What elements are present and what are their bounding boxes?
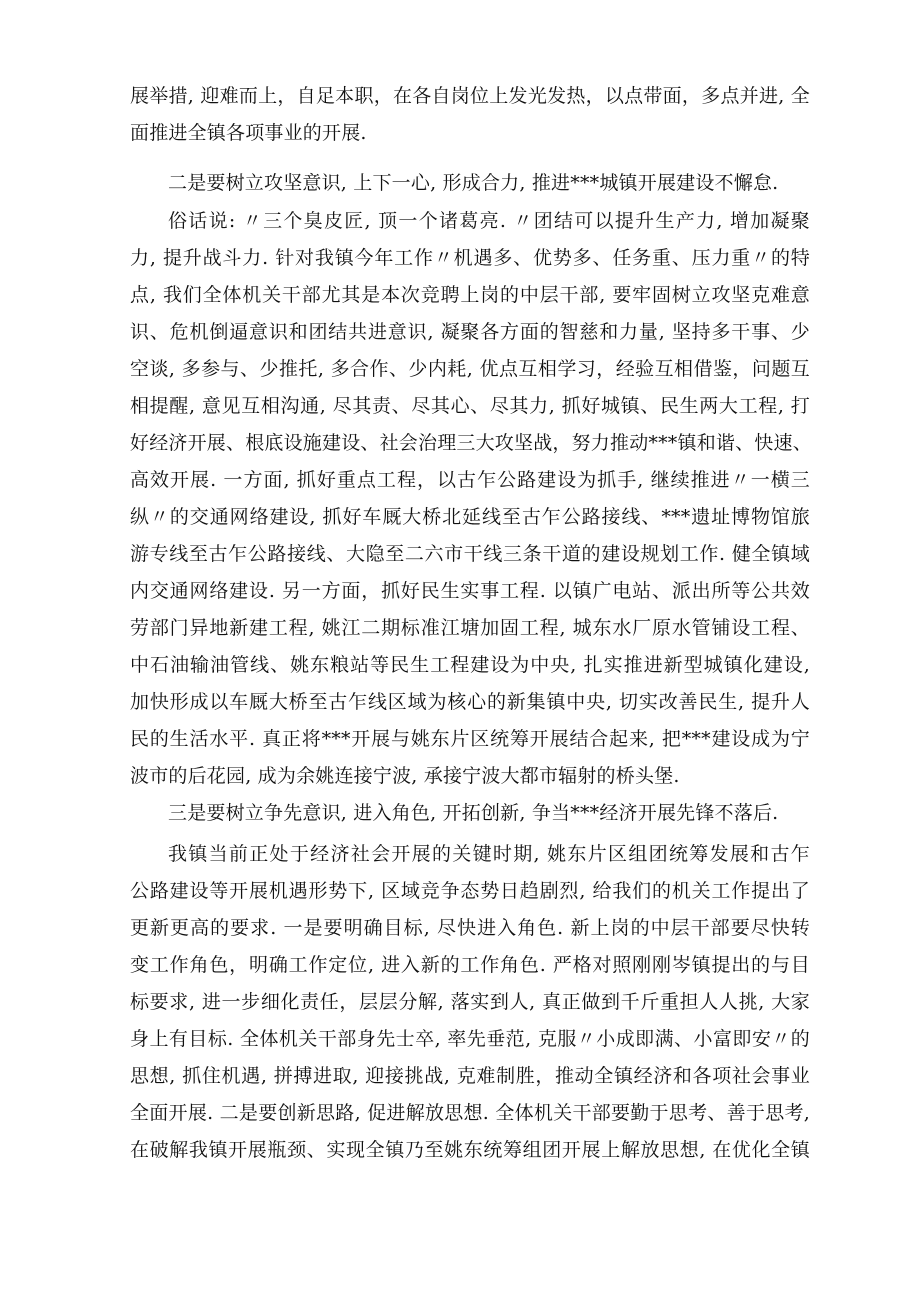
paragraph-goals: [130, 836, 810, 1169]
text-line: 空谈, 多参与、少推托, 多合作、少内耗, 优点互相学习，经验互相借鉴，问题互: [130, 358, 810, 380]
text-line: 更新更高的要求. 一是要明确目标, 尽快进入角色. 新上岗的中层干部要尽快转: [130, 917, 810, 939]
text-line: 内交通网络建设. 另一方面，抓好民生实事工程. 以镇广电站、派出所等公共效: [130, 580, 810, 602]
section-heading-attack: [130, 165, 810, 202]
paragraph-unity: [130, 203, 810, 795]
text-line: 面推进全镇各项事业的开展.: [130, 122, 367, 144]
text-line: 民的生活水平. 真正将***开展与姚东片区统筹开展结合起来, 把***建设成为宁: [130, 728, 810, 750]
text-line: 公路建设等开展机遇形势下, 区域竞争态势日趋剧烈, 给我们的机关工作提出了: [130, 880, 810, 902]
text-line: 思想, 抓住机遇, 拼搏进取, 迎接挑战, 克难制胜，推动全镇经济和各项社会事业: [130, 1065, 810, 1087]
text-line: 好经济开展、根底设施建设、社会治理三大攻坚战，努力推动***镇和谐、快速、: [130, 432, 812, 454]
text-line: 相提醒, 意见互相沟通, 尽其责、尽其心、尽其力, 抓好城镇、民生两大工程, 打: [130, 395, 810, 417]
text-line: 加快形成以车厩大桥至古乍线区域为核心的新集镇中央, 切实改善民生, 提升人: [130, 691, 810, 713]
text-line: 点, 我们全体机关干部尤其是本次竞聘上岗的中层干部, 要牢固树立攻坚克难意: [130, 284, 810, 306]
text-line: 高效开展. 一方面, 抓好重点工程，以古乍公路建设为抓手, 继续推进〃一横三: [130, 469, 810, 491]
text-line: 全面开展. 二是要创新思路, 促进解放思想. 全体机关干部要勤于思考、善于思考,: [130, 1102, 810, 1124]
text-line: 标要求, 进一步细化责任，层层分解, 落实到人, 真正做到千斤重担人人挑, 大家: [130, 991, 810, 1013]
text-line: 在破解我镇开展瓶颈、实现全镇乃至姚东统筹组团开展上解放思想, 在优化全镇: [130, 1139, 810, 1161]
text-line: 力, 提升战斗力. 针对我镇今年工作〃机遇多、优势多、任务重、压力重〃的特: [130, 247, 810, 269]
text-line: 纵〃的交通网络建设, 抓好车厩大桥北延线至古乍公路接线、***遗址博物馆旅: [130, 506, 810, 528]
text-line: 游专线至古乍公路接线、大隐至二六市干线三条干道的建设规划工作. 健全镇域: [130, 543, 810, 565]
text-line: 身上有目标. 全体机关干部身先士卒, 率先垂范, 克服〃小成即满、小富即安〃的: [130, 1028, 810, 1050]
text-line: 展举措, 迎难而上，自足本职，在各自岗位上发光发热，以点带面，多点并进, 全: [130, 85, 810, 107]
text-line: 我镇当前正处于经济社会开展的关键时期, 姚东片区组团统筹发展和古乍: [168, 843, 810, 865]
text-line: 波市的后花园, 成为余姚连接宁波, 承接宁波大都市辐射的桥头堡.: [130, 765, 680, 787]
text-line: 变工作角色，明确工作定位, 进入新的工作角色. 严格对照刚刚岑镇提出的与目: [130, 954, 810, 976]
text-line: 中石油输油管线、姚东粮站等民生工程建设为中央, 扎实推进新型城镇化建设,: [130, 654, 810, 676]
text-line: 俗话说: 〃三个臭皮匠, 顶一个诸葛亮. 〃团结可以提升生产力, 增加凝聚: [168, 210, 810, 232]
paragraph-continuation: [130, 78, 810, 152]
section-heading-pioneer: [130, 795, 810, 832]
text-line: 二是要树立攻坚意识, 上下一心, 形成合力, 推进***城镇开展建设不懈怠.: [168, 172, 779, 194]
text-line: 三是要树立争先意识, 进入角色, 开拓创新, 争当***经济开展先锋不落后.: [168, 802, 779, 824]
text-line: 识、危机倒逼意识和团结共进意识, 凝聚各方面的智慈和力量, 坚持多干事、少: [130, 321, 810, 343]
text-line: 劳部门异地新建工程, 姚江二期标准江塘加固工程, 城东水厂原水管铺设工程、: [130, 617, 810, 639]
